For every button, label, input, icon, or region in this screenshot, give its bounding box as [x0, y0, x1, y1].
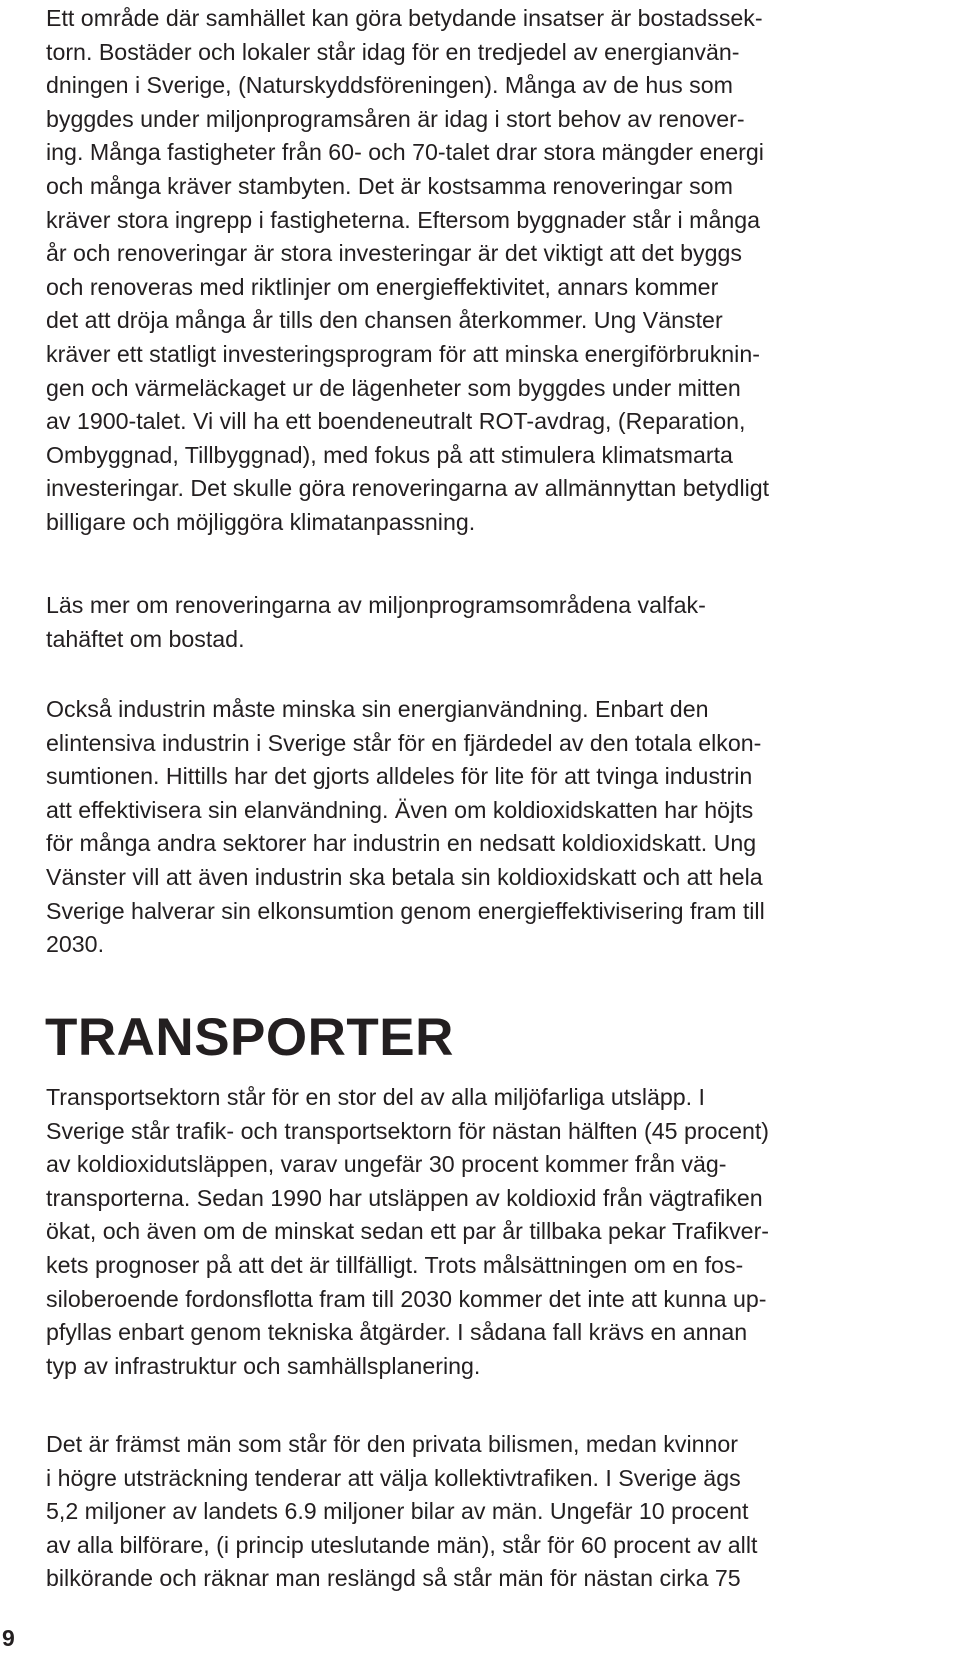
text-line: 2030. — [46, 931, 105, 958]
text-line: för många andra sektorer har industrin en nedsatt koldioxidskatt. Ung — [46, 830, 757, 857]
paragraph-industry — [46, 693, 765, 962]
text-line: Läs mer om renoveringarna av miljonprogramsområdena valfak- — [46, 592, 706, 618]
text-line: torn. Bostäder och lokaler står idag för en tredjedel av energianvän- — [46, 38, 740, 65]
text-line: Sverige står trafik- och transportsektorn för nästan hälften (45 procent) — [46, 1117, 770, 1144]
paragraph-car-ownership — [46, 1428, 757, 1596]
page-number: 9 — [2, 1625, 15, 1651]
text-line: elintensiva industrin i Sverige står för en fjärdedel av den totala elkon- — [46, 729, 762, 756]
text-line: bilkörande och räknar man reslängd så står män för nästan cirka 75 — [46, 1565, 741, 1592]
text-line: 5,2 miljoner av landets 6.9 miljoner bilar av män. Ungefär 10 procent — [46, 1498, 749, 1525]
text-line: sumtionen. Hittills har det gjorts alldeles för lite för att tvinga industrin — [46, 763, 753, 790]
text-line: ökat, och även om de minskat sedan ett par år tillbaka pekar Trafikver- — [46, 1218, 770, 1245]
text-line: pfyllas enbart genom tekniska åtgärder. I sådana fall krävs en annan — [46, 1319, 748, 1346]
text-line: transporterna. Sedan 1990 har utsläppen av koldioxid från vägtrafiken — [46, 1184, 763, 1211]
text-line: i högre utsträckning tenderar att välja kollektivtrafiken. I Sverige ägs — [46, 1464, 741, 1491]
text-line: av alla bilförare, (i princip uteslutande män), står för 60 procent av allt — [46, 1531, 758, 1558]
paragraph-housing — [46, 2, 769, 540]
paragraph-read-more — [46, 589, 706, 656]
text-line: ing. Många fastigheter från 60- och 70-talet drar stora mängder energi — [46, 139, 764, 166]
text-line: Sverige halverar sin elkonsumtion genom energieffektivisering fram till — [46, 897, 765, 924]
text-line: Transportsektorn står för en stor del av alla miljöfarliga utsläpp. I — [46, 1084, 705, 1110]
text-line: att effektivisera sin elanvändning. Även om koldioxidskatten har höjts — [46, 796, 754, 823]
text-line: billigare och möjliggöra klimatanpassning. — [46, 508, 476, 535]
text-line: Vänster vill att även industrin ska betala sin koldioxidskatt och att hela — [46, 863, 763, 890]
text-line: kräver ett statligt investeringsprogram för att minska energiförbruknin- — [46, 340, 760, 367]
text-line: och renoveras med riktlinjer om energieffektivitet, annars kommer — [46, 273, 719, 300]
text-line: år och renoveringar är stora investeringar är det viktigt att det byggs — [46, 240, 742, 267]
text-line: och många kräver stambyten. Det är kostsamma renoveringar som — [46, 172, 733, 199]
text-line: byggdes under miljonprogramsåren är idag i stort behov av renover- — [46, 105, 745, 132]
text-line: siloberoende fordonsflotta fram till 2030 kommer det inte att kunna up- — [46, 1285, 767, 1312]
text-line: typ av infrastruktur och samhällsplanering. — [46, 1352, 481, 1379]
text-line: av koldioxidutsläppen, varav ungefär 30 procent kommer från väg- — [46, 1151, 727, 1178]
text-line: Ett område där samhället kan göra betydande insatser är bostadssek- — [46, 5, 763, 31]
text-line: kräver stora ingrepp i fastigheterna. Eftersom byggnader står i många — [46, 206, 761, 233]
text-line: det att dröja många år tills den chansen återkommer. Ung Vänster — [46, 307, 723, 334]
text-line: gen och värmeläckaget ur de lägenheter som byggdes under mitten — [46, 374, 741, 401]
section-heading: TRANSPORTER — [45, 1008, 454, 1067]
text-line: tahäftet om bostad. — [46, 625, 245, 652]
text-line: investeringar. Det skulle göra renoveringarna av allmännyttan betydligt — [46, 475, 770, 502]
text-line: dningen i Sverige, (Naturskyddsföreningen). Många av de hus som — [46, 72, 733, 99]
paragraph-transport — [46, 1081, 769, 1383]
text-line: Ombyggnad, Tillbyggnad), med fokus på att stimulera klimatsmarta — [46, 441, 733, 468]
text-line: av 1900-talet. Vi vill ha ett boendeneutralt ROT-avdrag, (Reparation, — [46, 408, 746, 435]
text-line: kets prognoser på att det är tillfälligt. Trots målsättningen om en fos- — [46, 1251, 744, 1278]
text-line: Det är främst män som står för den privata bilismen, medan kvinnor — [46, 1431, 739, 1457]
text-line: Också industrin måste minska sin energianvändning. Enbart den — [46, 696, 709, 722]
